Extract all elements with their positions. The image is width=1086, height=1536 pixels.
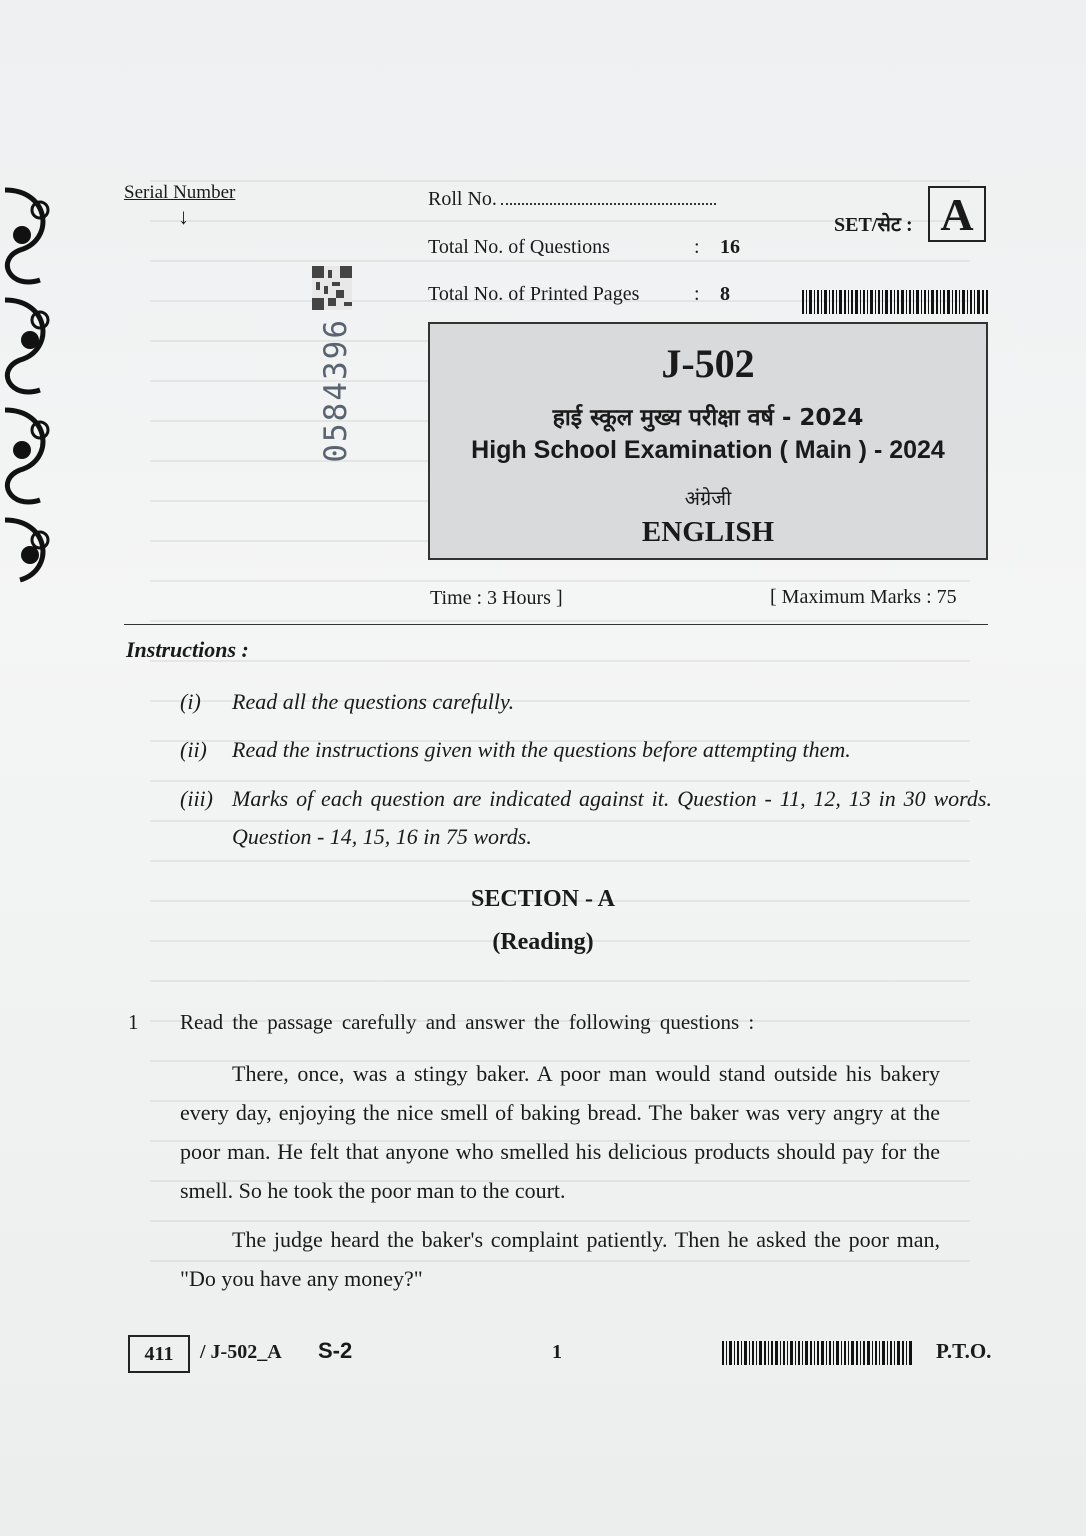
total-pages-row xyxy=(428,283,730,306)
instruction-number: (iii) xyxy=(180,786,213,811)
paper-code: J-502 xyxy=(661,341,755,386)
colon: : xyxy=(694,283,700,305)
roll-number-field xyxy=(428,188,716,211)
total-questions-label: Total No. of Questions xyxy=(428,236,610,258)
passage-paragraph xyxy=(180,1220,940,1298)
serial-number-stamp: 0584396 xyxy=(318,318,354,463)
colon: : xyxy=(694,236,700,258)
instruction-item xyxy=(180,683,1000,723)
barcode-icon xyxy=(802,290,988,314)
exam-title-hindi: हाई स्कूल मुख्य परीक्षा वर्ष - 2024 xyxy=(552,405,864,431)
qr-code-icon xyxy=(312,266,352,310)
instruction-item xyxy=(180,731,1000,771)
section-subtitle: (Reading) xyxy=(492,929,594,955)
question-prompt: Read the passage carefully and answer the following questions : xyxy=(180,1010,755,1034)
barcode-icon xyxy=(722,1341,912,1365)
serial-arrow: ↓ xyxy=(178,204,189,229)
roll-number-blank xyxy=(501,191,716,205)
maximum-marks: [ Maximum Marks : 75 xyxy=(770,586,957,608)
footer-series: S-2 xyxy=(318,1338,353,1363)
instruction-text: Read the instructions given with the questions before attempting them. xyxy=(232,737,851,762)
passage-text: The judge heard the baker's complaint patiently. Then he asked the poor man, "Do you have any money?" xyxy=(180,1227,940,1291)
total-pages-value: 8 xyxy=(720,283,730,305)
subject-name: ENGLISH xyxy=(641,516,775,548)
subject-hindi: अंग्रेजी xyxy=(684,486,732,510)
set-value-box: A xyxy=(928,186,986,242)
pto-label: P.T.O. xyxy=(936,1339,992,1363)
total-questions-row xyxy=(428,236,740,259)
set-label: SET/सेट : xyxy=(834,214,913,236)
passage-paragraph xyxy=(180,1054,940,1210)
divider xyxy=(124,624,988,625)
instruction-text: Marks of each question are indicated against it. Question - 11, 12, 13 in 30 words. Question - 14, 15, 16 in 75 words. xyxy=(232,786,992,849)
decorative-border-ornament xyxy=(0,180,62,590)
title-box xyxy=(428,322,988,560)
footer-paper-code: / J-502_A xyxy=(200,1341,282,1363)
section-title: SECTION - A xyxy=(470,886,616,912)
instructions-title: Instructions : xyxy=(126,637,249,662)
question-number: 1 xyxy=(128,1010,139,1034)
passage-text: There, once, was a stingy baker. A poor man would stand outside his bakery every day, enjoying the nice smell of baking bread. The baker was very angry at the poor man. He felt that anyone who smelled his delicious products should pay for the smell. So he took the poor man to the court. xyxy=(180,1061,940,1203)
roll-number-label: Roll No. xyxy=(428,188,497,210)
total-pages-label: Total No. of Printed Pages xyxy=(428,283,640,305)
instruction-item xyxy=(180,780,1000,860)
footer-code-box: 411 xyxy=(128,1335,190,1373)
instruction-number: (i) xyxy=(180,689,201,714)
time-allowed: Time : 3 Hours ] xyxy=(430,587,563,609)
instruction-number: (ii) xyxy=(180,737,207,762)
instruction-text: Read all the questions carefully. xyxy=(232,689,515,714)
page-number: 1 xyxy=(552,1341,562,1363)
exam-title-english: High School Examination ( Main ) - 2024 xyxy=(471,436,945,464)
serial-number-label: Serial Number xyxy=(124,182,236,203)
total-questions-value: 16 xyxy=(720,236,740,258)
